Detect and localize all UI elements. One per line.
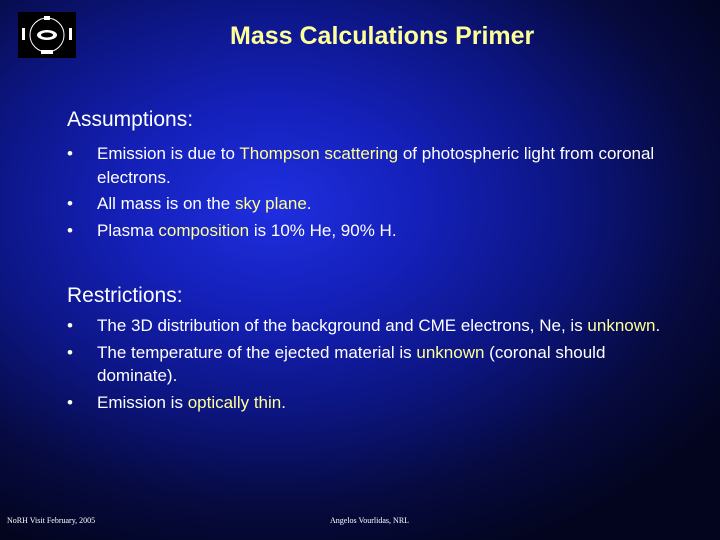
assumptions-list bbox=[67, 142, 667, 245]
restrictions-heading: Restrictions: bbox=[67, 284, 183, 307]
bullet-icon: • bbox=[67, 342, 73, 362]
nrl-seal-icon bbox=[18, 12, 76, 58]
nrl-logo bbox=[18, 12, 76, 58]
restrictions-list bbox=[67, 314, 667, 417]
list-item: • Emission is due to Thompson scattering of photospheric light from coronal electrons. bbox=[67, 144, 655, 187]
list-item: • The 3D distribution of the background and CME electrons, Ne, is unknown. bbox=[67, 314, 667, 338]
list-item: • The temperature of the ejected material is unknown (coronal should dominate). bbox=[67, 342, 606, 385]
bullet-icon: • bbox=[67, 392, 73, 412]
list-item: • Emission is optically thin. bbox=[67, 391, 667, 415]
list-item: • All mass is on the sky plane. bbox=[67, 192, 667, 216]
page-title: Mass Calculations Primer bbox=[230, 22, 535, 50]
bullet-icon: • bbox=[67, 144, 73, 163]
assumptions-heading: Assumptions: bbox=[67, 108, 194, 131]
bullet-icon: • bbox=[67, 220, 73, 240]
list-item: • Plasma composition is 10% He, 90% H. bbox=[67, 219, 667, 243]
bullet-icon: • bbox=[67, 316, 73, 335]
bullet-icon: • bbox=[67, 194, 73, 213]
footer-right: Angelos Vourlidas, NRL bbox=[330, 516, 410, 525]
footer-left: NoRH Visit February, 2005 bbox=[7, 516, 96, 525]
